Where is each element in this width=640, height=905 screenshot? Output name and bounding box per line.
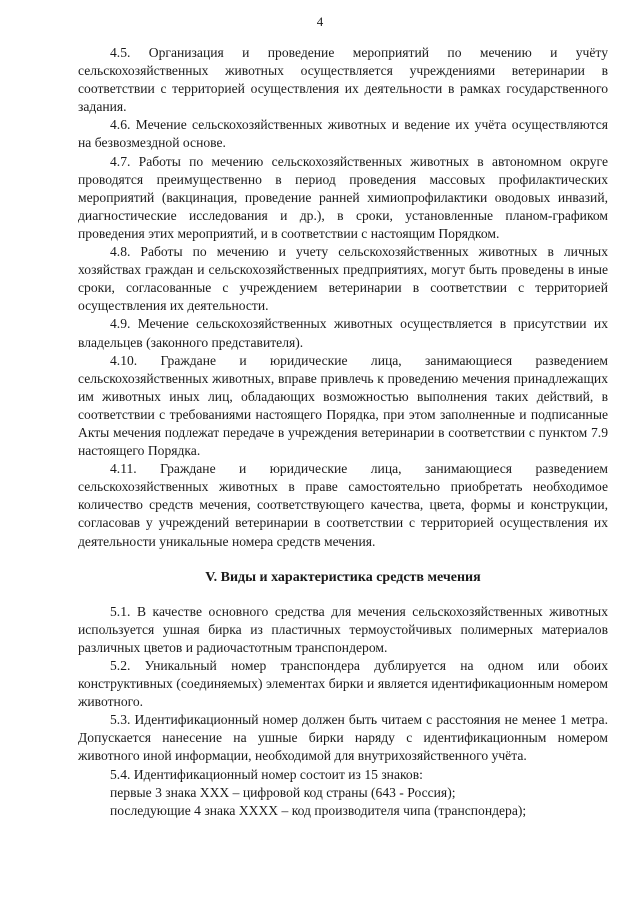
list-item: последующие 4 знака XXXX – код производителя чипа (транспондера); [110, 802, 527, 818]
paragraph-5-4: 5.4. Идентификационный номер состоит из 15 знаков: [110, 766, 423, 782]
paragraph-5-3: 5.3. Идентификационный номер должен быть читаем с расстояния не менее 1 метра. Допускается нанесение на ушные бирки наряду с идентификационным номером животного иной информации, необходимой для внутрихозяйственного учёта. [78, 712, 608, 764]
section-title: V. Виды и характеристика средств мечения [205, 569, 481, 585]
paragraph-4-10: 4.10. Граждане и юридические лица, занимающиеся разведением сельскохозяйственных животных, вправе привлечь к проведению мечения принадлежащих им животных иных лиц, обладающих возможностью выполнения таких действий, в соответствии с требованиями настоящего Порядка, при этом заполненные и подписанные Акты мечения подлежат передаче в учреждения ветеринарии в соответствии с пунктом 7.9 настоящего Порядка. [78, 352, 608, 459]
paragraph-4-6: 4.6. Мечение сельскохозяйственных животных и ведение их учёта осуществляются на безвозмездной основе. [78, 117, 608, 151]
page-number: 4 [316, 14, 324, 29]
paragraph-4-5: 4.5. Организация и проведение мероприятий по мечению и учёту сельскохозяйственных животных осуществляется учреждениями ветеринарии в соответствии с территорией осуществления их деятельности в рамках государственного задания. [78, 45, 608, 115]
paragraph-4-9: 4.9. Мечение сельскохозяйственных животных осуществляется в присутствии их владельцев (законного представителя). [78, 316, 608, 350]
document-body [78, 44, 608, 820]
paragraph-4-7: 4.7. Работы по мечению сельскохозяйственных животных в автономном округе проводятся преимущественно в период проведения массовых профилактических мероприятий (вакцинация, проведение ранней химиопрофилактики оводовых инвазий, диагностические исследования и др.), в сроки, установленные планом-графиком проведения этих мероприятий, и в соответствии с настоящим Порядком. [78, 153, 608, 241]
paragraph-5-1: 5.1. В качестве основного средства для мечения сельскохозяйственных животных используется ушная бирка из пластичных термоустойчивых полимерных материалов различных цветов и радиочастотным транспондером. [78, 603, 608, 655]
paragraph-4-11: 4.11. Граждане и юридические лица, занимающиеся разведением сельскохозяйственных животных в праве самостоятельно приобретать необходимое количество средств мечения, соответствующего качества, цвета, формы и конструкции, согласовав у учреждений ветеринарии в соответствии с территорией осуществления их деятельности уникальные номера средств мечения. [78, 461, 608, 549]
paragraph-4-8: 4.8. Работы по мечению и учету сельскохозяйственных животных в личных хозяйствах граждан и сельскохозяйственных предприятиях, могут быть проведены в иные сроки, согласованные с учреждением ветеринарии в соответствии с территорией осуществления их деятельности. [78, 244, 608, 314]
paragraph-5-2: 5.2. Уникальный номер транспондера дублируется на одном или обоих конструктивных (соединяемых) элементах бирки и является идентификационным номером животного. [78, 658, 608, 710]
list-item: первые 3 знака XXX – цифровой код страны (643 - Россия); [110, 784, 456, 800]
